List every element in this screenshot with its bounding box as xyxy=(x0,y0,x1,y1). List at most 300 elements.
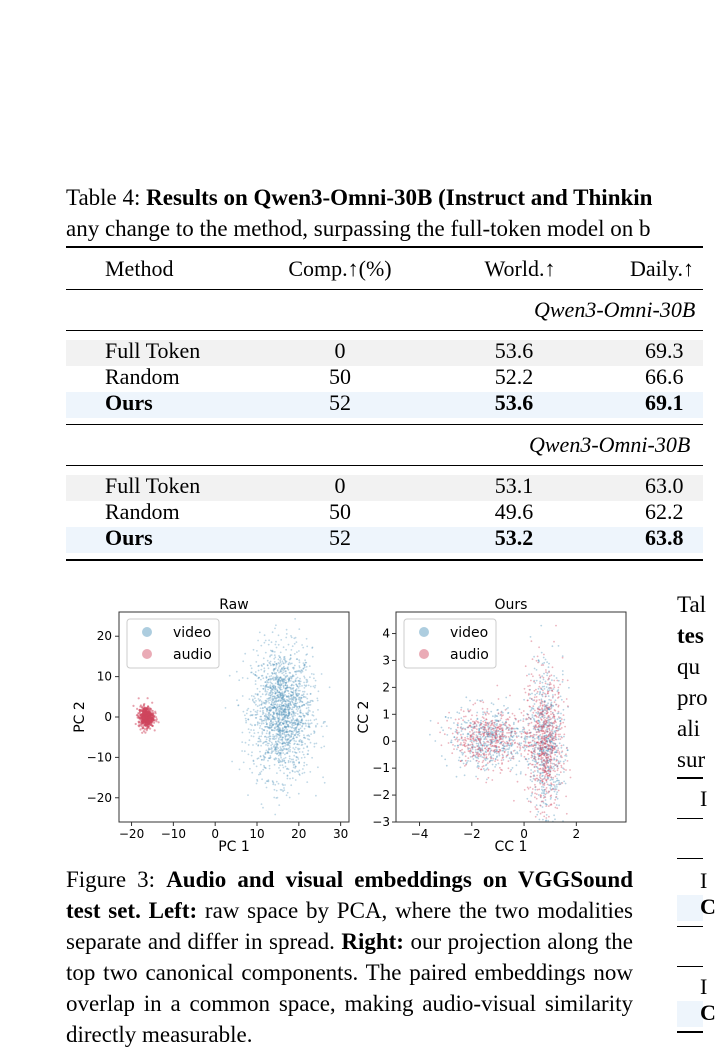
video-point xyxy=(283,789,285,791)
audio-point xyxy=(540,805,542,807)
audio-point xyxy=(544,693,546,695)
audio-point xyxy=(553,722,555,724)
audio-point xyxy=(544,782,546,784)
video-point xyxy=(304,743,306,745)
video-point xyxy=(304,757,306,759)
video-point xyxy=(266,750,268,752)
video-point xyxy=(275,644,277,646)
video-point xyxy=(260,716,262,718)
video-point xyxy=(289,749,291,751)
audio-point xyxy=(531,698,533,700)
audio-point xyxy=(544,775,546,777)
video-point xyxy=(283,685,285,687)
video-point xyxy=(484,720,486,722)
audio-point xyxy=(536,737,538,739)
video-point xyxy=(269,740,271,742)
video-point xyxy=(553,814,555,816)
video-point xyxy=(260,696,262,698)
video-point xyxy=(250,665,252,667)
video-point xyxy=(290,704,292,706)
audio-point xyxy=(483,760,485,762)
video-point xyxy=(429,734,431,736)
video-point xyxy=(274,764,276,766)
video-point xyxy=(260,645,262,647)
video-point xyxy=(259,741,261,743)
video-point xyxy=(278,662,280,664)
audio-point xyxy=(550,762,552,764)
audio-point xyxy=(448,712,450,714)
audio-point xyxy=(559,734,561,736)
audio-point xyxy=(460,750,462,752)
audio-point xyxy=(498,720,500,722)
audio-point xyxy=(530,680,532,682)
audio-point xyxy=(536,660,538,662)
video-point xyxy=(482,714,484,716)
video-point xyxy=(542,775,544,777)
video-point xyxy=(261,731,263,733)
video-point xyxy=(277,707,279,709)
video-point xyxy=(534,703,536,705)
video-point xyxy=(494,766,496,768)
video-point xyxy=(281,689,283,691)
video-point xyxy=(267,760,269,762)
video-point xyxy=(556,793,558,795)
video-point xyxy=(267,743,269,745)
video-point xyxy=(546,750,548,752)
audio-point xyxy=(546,787,548,789)
audio-point xyxy=(508,724,510,726)
video-point xyxy=(280,676,282,678)
video-point xyxy=(307,701,309,703)
audio-point xyxy=(561,737,563,739)
audio-point xyxy=(489,722,491,724)
audio-point xyxy=(505,736,507,738)
video-point xyxy=(229,675,231,677)
audio-point xyxy=(557,749,559,751)
video-point xyxy=(277,734,279,736)
video-point xyxy=(270,720,272,722)
video-point xyxy=(503,759,505,761)
audio-point xyxy=(150,721,152,723)
video-point xyxy=(288,750,290,752)
video-point xyxy=(259,722,261,724)
video-point xyxy=(280,736,282,738)
audio-point xyxy=(555,625,557,627)
video-point xyxy=(532,748,534,750)
video-point xyxy=(565,783,567,785)
video-point xyxy=(269,765,271,767)
audio-point xyxy=(523,741,525,743)
video-point xyxy=(251,755,253,757)
audio-point xyxy=(532,712,534,714)
video-point xyxy=(277,716,279,718)
video-point xyxy=(269,697,271,699)
video-point xyxy=(292,747,294,749)
video-point xyxy=(286,721,288,723)
video-point xyxy=(255,700,257,702)
table-cell-method: Ours xyxy=(105,525,153,550)
side-text-line: sur xyxy=(677,747,706,772)
legend-video-marker xyxy=(419,627,429,637)
audio-point xyxy=(485,722,487,724)
video-point xyxy=(530,779,532,781)
video-point xyxy=(306,764,308,766)
video-point xyxy=(535,789,537,791)
audio-point xyxy=(452,744,454,746)
video-point xyxy=(447,717,449,719)
video-point xyxy=(313,673,315,675)
video-point xyxy=(295,680,297,682)
audio-point xyxy=(476,740,478,742)
video-point xyxy=(282,697,284,699)
video-point xyxy=(270,684,272,686)
audio-point xyxy=(534,757,536,759)
video-point xyxy=(505,697,507,699)
video-point xyxy=(557,718,559,720)
audio-point xyxy=(541,664,543,666)
audio-point xyxy=(543,677,545,679)
video-point xyxy=(283,767,285,769)
audio-point xyxy=(542,664,544,666)
video-point xyxy=(283,674,285,676)
video-point xyxy=(276,750,278,752)
video-point xyxy=(272,695,274,697)
audio-point xyxy=(561,756,563,758)
audio-point xyxy=(541,753,543,755)
audio-point xyxy=(502,754,504,756)
video-point xyxy=(260,739,262,741)
video-point xyxy=(289,717,291,719)
audio-point xyxy=(532,705,534,707)
audio-point xyxy=(492,758,494,760)
video-point xyxy=(265,640,267,642)
audio-point xyxy=(154,729,156,731)
video-point xyxy=(278,759,280,761)
audio-point xyxy=(551,704,553,706)
audio-point xyxy=(551,687,553,689)
video-point xyxy=(286,752,288,754)
video-point xyxy=(291,649,293,651)
video-point xyxy=(517,753,519,755)
audio-point xyxy=(478,722,480,724)
video-point xyxy=(274,668,276,670)
video-point xyxy=(269,731,271,733)
video-point xyxy=(275,700,277,702)
video-point xyxy=(476,712,478,714)
video-point xyxy=(291,637,293,639)
audio-point xyxy=(473,723,475,725)
video-point xyxy=(450,728,452,730)
audio-point xyxy=(559,762,561,764)
audio-point xyxy=(473,738,475,740)
video-point xyxy=(486,779,488,781)
audio-point xyxy=(146,720,148,722)
video-point xyxy=(563,744,565,746)
audio-point xyxy=(480,750,482,752)
video-point xyxy=(271,718,273,720)
video-point xyxy=(251,672,253,674)
audio-point xyxy=(526,675,528,677)
audio-point xyxy=(508,732,510,734)
video-point xyxy=(302,730,304,732)
video-point xyxy=(264,719,266,721)
video-point xyxy=(293,690,295,692)
audio-point xyxy=(554,717,556,719)
video-point xyxy=(289,758,291,760)
video-point xyxy=(298,793,300,795)
video-point xyxy=(272,685,274,687)
video-point xyxy=(567,749,569,751)
audio-point xyxy=(463,716,465,718)
video-point xyxy=(541,792,543,794)
video-point xyxy=(512,767,514,769)
video-point xyxy=(284,742,286,744)
video-point xyxy=(454,736,456,738)
video-point xyxy=(535,712,537,714)
video-point xyxy=(510,759,512,761)
video-point xyxy=(254,714,256,716)
audio-point xyxy=(550,766,552,768)
audio-point xyxy=(496,728,498,730)
video-point xyxy=(446,734,448,736)
audio-point xyxy=(556,745,558,747)
video-point xyxy=(263,671,265,673)
video-point xyxy=(257,758,259,760)
audio-point xyxy=(499,728,501,730)
audio-point xyxy=(452,733,454,735)
video-point xyxy=(296,727,298,729)
video-point xyxy=(462,733,464,735)
video-point xyxy=(253,729,255,731)
video-point xyxy=(272,734,274,736)
audio-point xyxy=(519,746,521,748)
audio-point xyxy=(472,721,474,723)
audio-point xyxy=(482,761,484,763)
video-point xyxy=(249,732,251,734)
video-point xyxy=(288,735,290,737)
video-point xyxy=(247,708,249,710)
audio-point xyxy=(147,706,149,708)
video-point xyxy=(290,736,292,738)
video-point xyxy=(281,715,283,717)
audio-point xyxy=(508,767,510,769)
table-cell-comp: 52 xyxy=(329,525,351,550)
video-point xyxy=(545,820,547,822)
audio-point xyxy=(471,734,473,736)
video-point xyxy=(548,666,550,668)
video-point xyxy=(259,772,261,774)
video-point xyxy=(279,712,281,714)
video-point xyxy=(293,675,295,677)
video-point xyxy=(309,701,311,703)
video-point xyxy=(266,691,268,693)
video-point xyxy=(265,782,267,784)
audio-point xyxy=(477,748,479,750)
audio-point xyxy=(540,705,542,707)
video-point xyxy=(262,713,264,715)
audio-point xyxy=(558,696,560,698)
audio-point xyxy=(531,757,533,759)
audio-point xyxy=(535,808,537,810)
audio-point xyxy=(504,752,506,754)
video-point xyxy=(546,792,548,794)
audio-point xyxy=(530,718,532,720)
video-point xyxy=(527,761,529,763)
video-point xyxy=(531,707,533,709)
table-cell-method: Full Token xyxy=(105,473,201,498)
video-point xyxy=(288,709,290,711)
audio-point xyxy=(501,759,503,761)
video-point xyxy=(286,695,288,697)
video-point xyxy=(256,650,258,652)
video-point xyxy=(553,675,555,677)
video-point xyxy=(270,681,272,683)
audio-point xyxy=(530,752,532,754)
audio-point xyxy=(545,794,547,796)
video-point xyxy=(268,667,270,669)
audio-point xyxy=(448,742,450,744)
video-point xyxy=(485,759,487,761)
video-point xyxy=(242,677,244,679)
video-point xyxy=(274,814,276,816)
audio-point xyxy=(539,674,541,676)
audio-point xyxy=(556,807,558,809)
audio-point xyxy=(538,699,540,701)
video-point xyxy=(269,768,271,770)
video-point xyxy=(562,674,564,676)
audio-point xyxy=(528,742,530,744)
audio-point xyxy=(532,739,534,741)
video-point xyxy=(257,780,259,782)
audio-point xyxy=(538,789,540,791)
video-point xyxy=(292,777,294,779)
audio-point xyxy=(529,706,531,708)
video-point xyxy=(260,685,262,687)
audio-point xyxy=(499,767,501,769)
audio-point xyxy=(491,742,493,744)
audio-point xyxy=(561,782,563,784)
video-point xyxy=(255,704,257,706)
audio-point xyxy=(149,707,151,709)
video-point xyxy=(271,654,273,656)
tick-label: 20 xyxy=(291,827,307,841)
video-point xyxy=(480,720,482,722)
audio-point xyxy=(495,751,497,753)
audio-point xyxy=(469,736,471,738)
video-point xyxy=(283,758,285,760)
audio-point xyxy=(132,705,134,707)
audio-point xyxy=(558,687,560,689)
audio-point xyxy=(539,747,541,749)
audio-point xyxy=(444,733,446,735)
video-point xyxy=(297,708,299,710)
video-point xyxy=(281,712,283,714)
video-point xyxy=(306,646,308,648)
audio-point xyxy=(530,801,532,803)
video-point xyxy=(266,701,268,703)
audio-point xyxy=(507,718,509,720)
video-point xyxy=(298,665,300,667)
video-point xyxy=(282,660,284,662)
tick-label: 2 xyxy=(572,827,581,841)
video-point xyxy=(273,797,275,799)
audio-point xyxy=(545,805,547,807)
video-point xyxy=(264,706,266,708)
raw-pca-plot xyxy=(72,597,349,855)
audio-point xyxy=(555,775,557,777)
video-point xyxy=(463,763,465,765)
table-cell-daily: 63.8 xyxy=(645,525,684,550)
video-point xyxy=(283,646,285,648)
audio-point xyxy=(496,685,498,687)
audio-point xyxy=(551,674,553,676)
video-point xyxy=(231,761,233,763)
video-point xyxy=(520,755,522,757)
audio-point xyxy=(472,743,474,745)
audio-point xyxy=(543,752,545,754)
video-point xyxy=(520,745,522,747)
video-point xyxy=(552,645,554,647)
audio-point xyxy=(545,766,547,768)
audio-point xyxy=(508,729,510,731)
audio-point xyxy=(517,746,519,748)
audio-point xyxy=(508,740,510,742)
video-point xyxy=(274,628,276,630)
video-point xyxy=(259,710,261,712)
figure-caption-right-text: our projection along the top two canonical components. The paired embeddings now overlap in a common space, making audio-visual similarity directly measurable. xyxy=(66,929,634,1047)
video-point xyxy=(273,711,275,713)
table-caption-line1 xyxy=(66,182,652,213)
video-point xyxy=(303,696,305,698)
video-point xyxy=(279,696,281,698)
video-point xyxy=(467,760,469,762)
video-point xyxy=(302,647,304,649)
audio-point xyxy=(548,715,550,717)
audio-point xyxy=(148,722,150,724)
audio-point xyxy=(488,731,490,733)
video-point xyxy=(464,774,466,776)
audio-point xyxy=(552,737,554,739)
video-point xyxy=(298,659,300,661)
video-point xyxy=(468,720,470,722)
audio-point xyxy=(497,741,499,743)
video-point xyxy=(285,660,287,662)
audio-point xyxy=(552,725,554,727)
audio-point xyxy=(558,716,560,718)
video-point xyxy=(542,819,544,821)
video-point xyxy=(301,744,303,746)
video-point xyxy=(282,752,284,754)
video-point xyxy=(282,729,284,731)
video-point xyxy=(274,661,276,663)
audio-point xyxy=(529,689,531,691)
audio-point xyxy=(542,715,544,717)
video-point xyxy=(286,729,288,731)
video-point xyxy=(470,756,472,758)
audio-point xyxy=(491,720,493,722)
audio-point xyxy=(547,757,549,759)
video-point xyxy=(293,718,295,720)
audio-point xyxy=(143,705,145,707)
video-point xyxy=(281,739,283,741)
audio-point xyxy=(506,732,508,734)
video-point xyxy=(257,688,259,690)
video-point xyxy=(278,682,280,684)
audio-point xyxy=(144,732,146,734)
video-point xyxy=(485,765,487,767)
audio-point xyxy=(538,735,540,737)
video-point xyxy=(289,701,291,703)
